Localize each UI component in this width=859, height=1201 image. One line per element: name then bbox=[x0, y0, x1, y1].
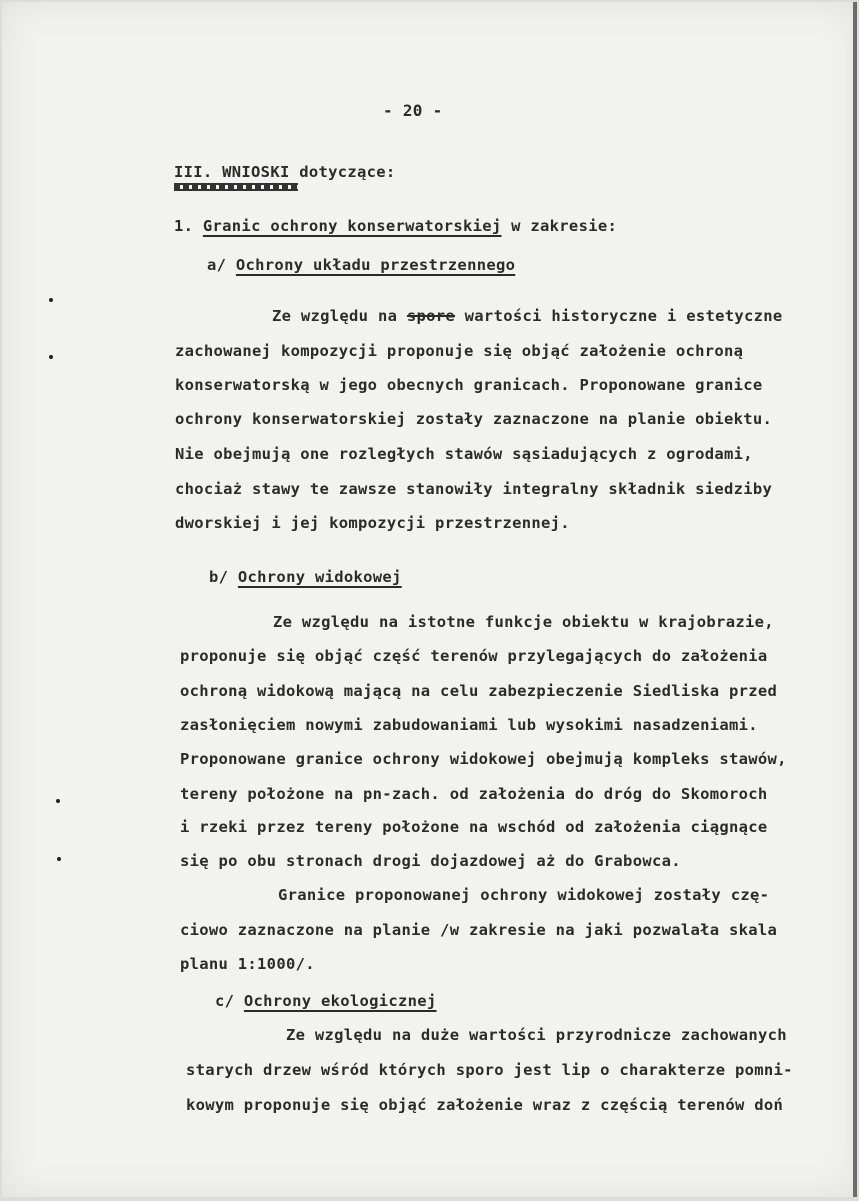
text-span: Ze względu na bbox=[272, 307, 398, 325]
paragraph-a-line: chociaż stawy te zawsze stanowiły integralny składnik siedziby bbox=[175, 480, 773, 498]
punch-mark bbox=[49, 355, 53, 359]
paragraph-b-line: proponuje się objąć część terenów przylegających do założenia bbox=[180, 647, 768, 665]
subsection-c-label: c/ bbox=[215, 992, 235, 1010]
punch-mark bbox=[57, 857, 61, 861]
subsection-a-heading bbox=[207, 256, 515, 274]
paragraph-a-line bbox=[272, 307, 783, 325]
subsection-b-label: b/ bbox=[209, 568, 229, 586]
paragraph-b-line: się po obu stronach drogi dojazdowej aż do Grabowca. bbox=[180, 852, 681, 870]
paragraph-b-line: tereny położone na pn-zach. od założenia do dróg do Skomoroch bbox=[180, 785, 768, 803]
subsection-a-title: Ochrony układu przestrzennego bbox=[235, 256, 516, 274]
subsection-c-heading bbox=[215, 992, 437, 1010]
item-1-heading bbox=[174, 217, 617, 235]
paragraph-a-line: Nie obejmują one rozległych stawów sąsiadujących z ogrodami, bbox=[175, 445, 753, 463]
subsection-b-title: Ochrony widokowej bbox=[237, 568, 402, 586]
paragraph-b-line: Granice proponowanej ochrony widokowej zostały czę- bbox=[278, 886, 770, 904]
paragraph-b-line: i rzeki przez tereny położone na wschód od założenia ciągnące bbox=[180, 818, 768, 836]
paragraph-c-line: starych drzew wśród których sporo jest lip o charakterze pomni- bbox=[186, 1061, 793, 1079]
punch-mark bbox=[49, 298, 53, 302]
paragraph-b-line: Proponowane granice ochrony widokowej obejmują kompleks stawów, bbox=[180, 750, 787, 768]
paragraph-c-line: kowym proponuje się objąć założenie wraz z częścią terenów doń bbox=[186, 1096, 784, 1114]
paragraph-a-line: zachowanej kompozycji proponuje się objąć założenie ochroną bbox=[175, 342, 744, 360]
paragraph-b-line: ciowo zaznaczone na planie /w zakresie na jaki pozwalała skala bbox=[180, 921, 778, 939]
paragraph-b-line: ochroną widokową mającą na celu zabezpieczenie Siedliska przed bbox=[180, 682, 778, 700]
struck-word: spore bbox=[406, 307, 456, 325]
item-1-title: Granic ochrony konserwatorskiej bbox=[202, 217, 502, 235]
paragraph-a-line: dworskiej i jej kompozycji przestrzennej. bbox=[175, 514, 570, 532]
paragraph-a-line: ochrony konserwatorskiej zostały zaznaczone na planie obiektu. bbox=[175, 410, 773, 428]
paragraph-c-line: Ze względu na duże wartości przyrodnicze zachowanych bbox=[286, 1026, 787, 1044]
item-1-number: 1. bbox=[174, 217, 194, 235]
paragraph-b-line: zasłonięciem nowymi zabudowaniami lub wysokimi nasadzeniami. bbox=[180, 716, 758, 734]
paragraph-a-line: konserwatorską w jego obecnych granicach. Proponowane granice bbox=[175, 376, 763, 394]
subsection-c-title: Ochrony ekologicznej bbox=[243, 992, 437, 1010]
section-heading: III. WNIOSKI dotyczące: bbox=[174, 163, 396, 181]
subsection-a-label: a/ bbox=[207, 256, 227, 274]
subsection-b-heading bbox=[209, 568, 402, 586]
scan-edge bbox=[853, 2, 857, 1197]
document-page bbox=[2, 2, 857, 1197]
paragraph-b-line: planu 1:1000/. bbox=[180, 955, 315, 973]
item-1-rest: w zakresie: bbox=[511, 217, 618, 235]
text-span: wartości historyczne i estetyczne bbox=[464, 307, 783, 325]
punch-mark bbox=[56, 799, 60, 803]
paragraph-b-line: Ze względu na istotne funkcje obiektu w krajobrazie, bbox=[273, 613, 774, 631]
heading-double-underline bbox=[174, 183, 298, 191]
page-number: - 20 - bbox=[383, 101, 443, 120]
